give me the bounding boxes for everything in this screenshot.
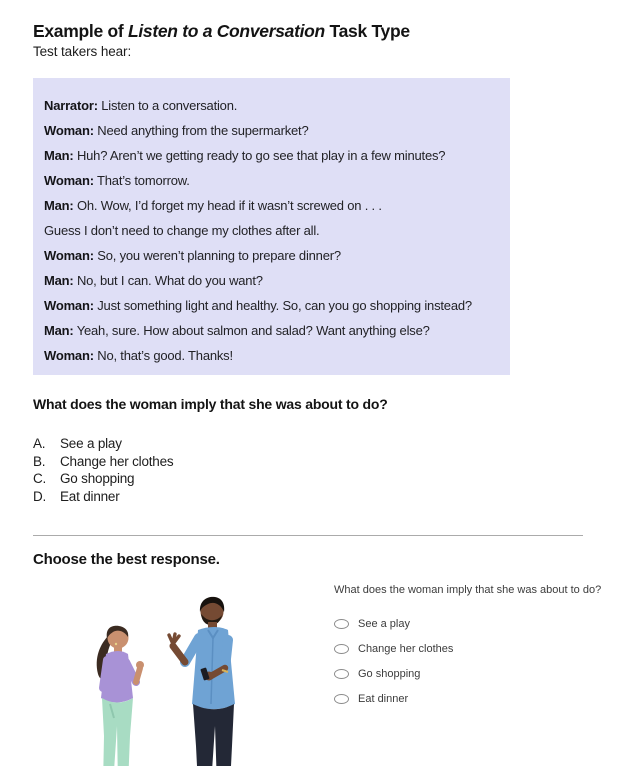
page-subtitle: Test takers hear: xyxy=(33,44,132,59)
speaker-label: Woman: xyxy=(44,173,94,188)
answer-option-a xyxy=(33,435,553,453)
option-letter: C. xyxy=(33,471,47,486)
answer-option-d xyxy=(33,488,553,506)
radio-button[interactable] xyxy=(334,619,349,629)
speech-text: Just something light and healthy. So, can you go shopping instead? xyxy=(93,298,472,313)
transcript-line xyxy=(44,118,499,143)
quiz-option-list xyxy=(334,611,604,711)
speech-text: That’s tomorrow. xyxy=(93,173,190,188)
answer-option-c xyxy=(33,470,553,488)
conversation-photo xyxy=(60,586,332,766)
page-title xyxy=(33,21,410,42)
speaker-label: Man: xyxy=(44,273,74,288)
speech-text: Guess I don’t need to change my clothes after all. xyxy=(44,223,320,238)
option-letter: B. xyxy=(33,453,46,469)
quiz-option-see-a-play[interactable] xyxy=(334,611,604,636)
radio-button[interactable] xyxy=(334,644,349,654)
option-letter: D. xyxy=(33,488,47,504)
transcript-line xyxy=(44,243,499,268)
speaker-label: Narrator: xyxy=(44,98,98,113)
speech-text: Yeah, sure. How about salmon and salad? Want anything else? xyxy=(73,323,430,338)
speech-text: Oh. Wow, I’d forget my head if it wasn’t screwed on . . . xyxy=(73,198,382,213)
speaker-label: Man: xyxy=(44,323,74,338)
answer-option-b xyxy=(33,453,553,471)
quiz-option-go-shopping[interactable] xyxy=(334,661,604,686)
section-divider xyxy=(33,535,583,536)
speech-text: No, that’s good. Thanks! xyxy=(93,348,233,363)
transcript-line xyxy=(44,93,499,118)
transcript-line xyxy=(44,168,499,193)
speech-text: No, but I can. What do you want? xyxy=(73,273,263,288)
speaker-label: Woman: xyxy=(44,248,94,263)
option-label: Go shopping xyxy=(60,471,135,486)
option-label: Change her clothes xyxy=(60,453,174,469)
photo-woman xyxy=(97,626,144,766)
quiz-option-label[interactable]: Go shopping xyxy=(358,667,421,680)
sample-question-block xyxy=(33,396,553,505)
conversation-photo-illustration xyxy=(60,586,332,766)
option-letter: A. xyxy=(33,436,46,451)
quiz-option-change-her-clothes[interactable] xyxy=(334,636,604,661)
speaker-label: Woman: xyxy=(44,123,94,138)
transcript-line xyxy=(44,318,499,343)
quiz-option-label[interactable]: Change her clothes xyxy=(358,642,454,655)
option-label: See a play xyxy=(60,436,122,451)
speaker-label: Man: xyxy=(44,198,74,213)
sample-question-text: What does the woman imply that she was about to do? xyxy=(33,396,388,412)
transcript-line xyxy=(44,193,499,218)
quiz-panel xyxy=(334,584,604,711)
title-suffix: Task Type xyxy=(324,21,410,41)
speech-text: Huh? Aren’t we getting ready to go see that play in a few minutes? xyxy=(73,148,446,163)
radio-button[interactable] xyxy=(334,669,349,679)
quiz-option-label[interactable]: Eat dinner xyxy=(358,692,409,705)
transcript-line xyxy=(44,293,499,318)
speech-text: Need anything from the supermarket? xyxy=(93,123,309,138)
quiz-question-text: What does the woman imply that she was about to do? xyxy=(334,584,602,596)
transcript-line xyxy=(44,218,499,243)
speaker-label: Woman: xyxy=(44,348,94,363)
speech-text: Listen to a conversation. xyxy=(97,98,238,113)
quiz-option-label[interactable]: See a play xyxy=(358,617,410,630)
transcript-line xyxy=(44,268,499,293)
conversation-transcript-box xyxy=(33,78,510,375)
speech-text: So, you weren’t planning to prepare dinner? xyxy=(93,248,341,263)
transcript-line xyxy=(44,143,499,168)
speaker-label: Man: xyxy=(44,148,74,163)
radio-button[interactable] xyxy=(334,694,349,704)
title-italic-task-name: Listen to a Conversation xyxy=(127,21,325,41)
speaker-label: Woman: xyxy=(44,298,94,313)
transcript-line xyxy=(44,343,499,368)
quiz-option-eat-dinner[interactable] xyxy=(334,686,604,711)
answer-option-list xyxy=(33,435,553,505)
photo-man xyxy=(169,597,235,766)
choose-response-heading: Choose the best response. xyxy=(33,551,220,568)
option-label: Eat dinner xyxy=(60,488,120,504)
title-prefix: Example of xyxy=(33,21,128,41)
